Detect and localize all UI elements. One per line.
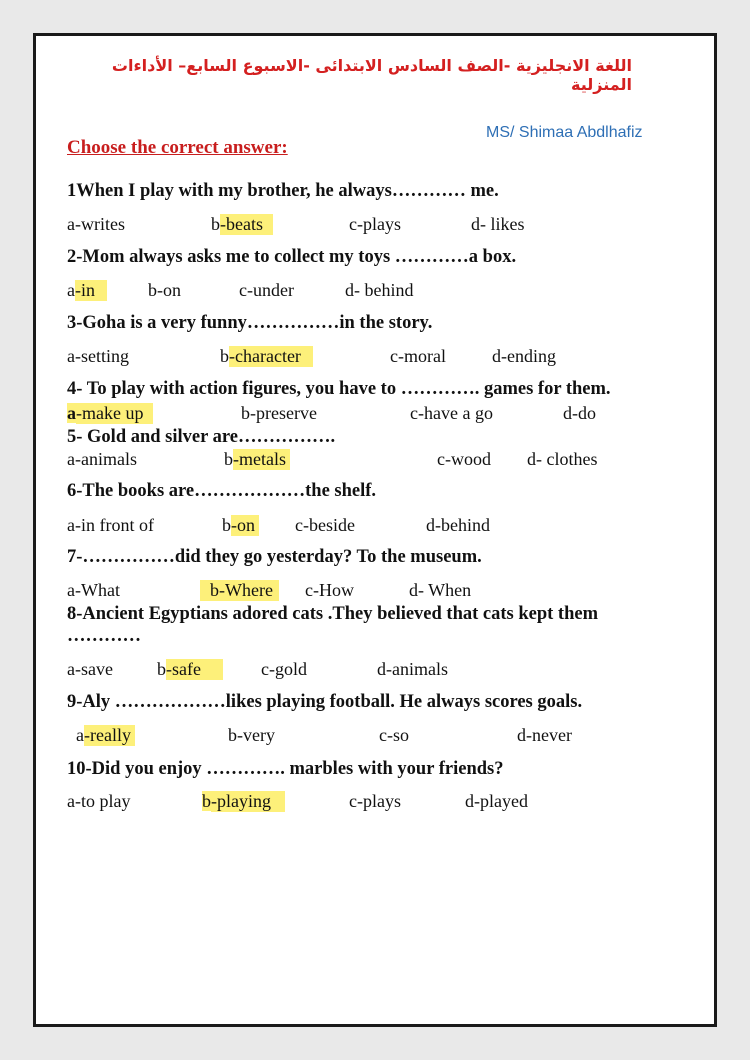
question-6: 6-The books are………………the shelf. (67, 481, 377, 501)
q9-option-d[interactable]: d-never (517, 725, 572, 745)
q7-option-a[interactable]: a-What (67, 580, 120, 600)
q5-option-c[interactable]: c-wood (437, 449, 491, 469)
q3-option-b-selected[interactable]: b-character (220, 346, 313, 367)
q2-option-d[interactable]: d- behind (345, 280, 414, 300)
q9-option-c[interactable]: c-so (379, 725, 409, 745)
question-8: 8-Ancient Egyptians adored cats .They believed that cats kept them (67, 604, 599, 624)
teacher-name: MS/ Shimaa Abdlhafiz (486, 124, 643, 141)
q8-option-b-selected[interactable]: b-safe (157, 659, 223, 680)
q7-option-c[interactable]: c-How (305, 580, 354, 600)
q7-option-b-selected[interactable]: b-Where (200, 580, 279, 601)
q10-option-c[interactable]: c-plays (349, 791, 401, 811)
q6-option-d[interactable]: d-behind (426, 515, 490, 535)
question-9: 9-Aly ………………likes playing football. He always scores goals. (67, 692, 583, 712)
q10-option-d[interactable]: d-played (465, 791, 528, 811)
question-7: 7-……………did they go yesterday? To the museum. (67, 547, 482, 567)
question-4: 4- To play with action figures, you have to …………. games for them. (67, 379, 611, 399)
q8-option-a[interactable]: a-save (67, 659, 113, 679)
question-5: 5- Gold and silver are……………. (67, 427, 336, 447)
q10-option-b-selected[interactable]: b-playing (202, 791, 285, 812)
question-1: 1When I play with my brother, he always………… me. (67, 181, 499, 201)
q8-option-c[interactable]: c-gold (261, 659, 307, 679)
arabic-title: اللغة الانجليزية -الصف السادس الابتدائى -الاسبوع السابع– الأداءات المنزلية (111, 56, 632, 94)
q1-option-d[interactable]: d- likes (471, 214, 525, 234)
q9-option-a-selected[interactable]: a-really (76, 725, 135, 746)
q10-option-a[interactable]: a-to play (67, 791, 131, 811)
q6-option-b-selected[interactable]: b-on (222, 515, 259, 536)
q6-option-a[interactable]: a-in front of (67, 515, 154, 535)
instruction-heading: Choose the correct answer: (67, 137, 288, 158)
q2-option-c[interactable]: c-under (239, 280, 294, 300)
q3-option-a[interactable]: a-setting (67, 346, 129, 366)
question-2: 2-Mom always asks me to collect my toys …………a box. (67, 247, 517, 267)
q3-option-c[interactable]: c-moral (390, 346, 446, 366)
q1-option-c[interactable]: c-plays (349, 214, 401, 234)
q5-option-d[interactable]: d- clothes (527, 449, 598, 469)
q6-option-c[interactable]: c-beside (295, 515, 355, 535)
q1-option-b-selected[interactable]: b-beats (211, 214, 273, 235)
q5-option-a[interactable]: a-animals (67, 449, 137, 469)
q8-option-d[interactable]: d-animals (377, 659, 448, 679)
q7-option-d[interactable]: d- When (409, 580, 472, 600)
q4-option-d[interactable]: d-do (563, 403, 596, 423)
question-3: 3-Goha is a very funny……………in the story. (67, 313, 433, 333)
q2-option-a-selected[interactable]: a-in (67, 280, 107, 301)
q2-option-b[interactable]: b-on (148, 280, 181, 300)
q5-option-b-selected[interactable]: b-metals (224, 449, 290, 470)
question-8-blank: ………… (67, 626, 141, 646)
q1-option-a[interactable]: a-writes (67, 214, 125, 234)
q4-option-a-selected[interactable]: a-make up (67, 403, 153, 424)
question-10: 10-Did you enjoy …………. marbles with your friends? (67, 759, 504, 779)
q4-option-b[interactable]: b-preserve (241, 403, 317, 423)
q3-option-d[interactable]: d-ending (492, 346, 556, 366)
q9-option-b[interactable]: b-very (228, 725, 275, 745)
q4-option-c[interactable]: c-have a go (410, 403, 493, 423)
